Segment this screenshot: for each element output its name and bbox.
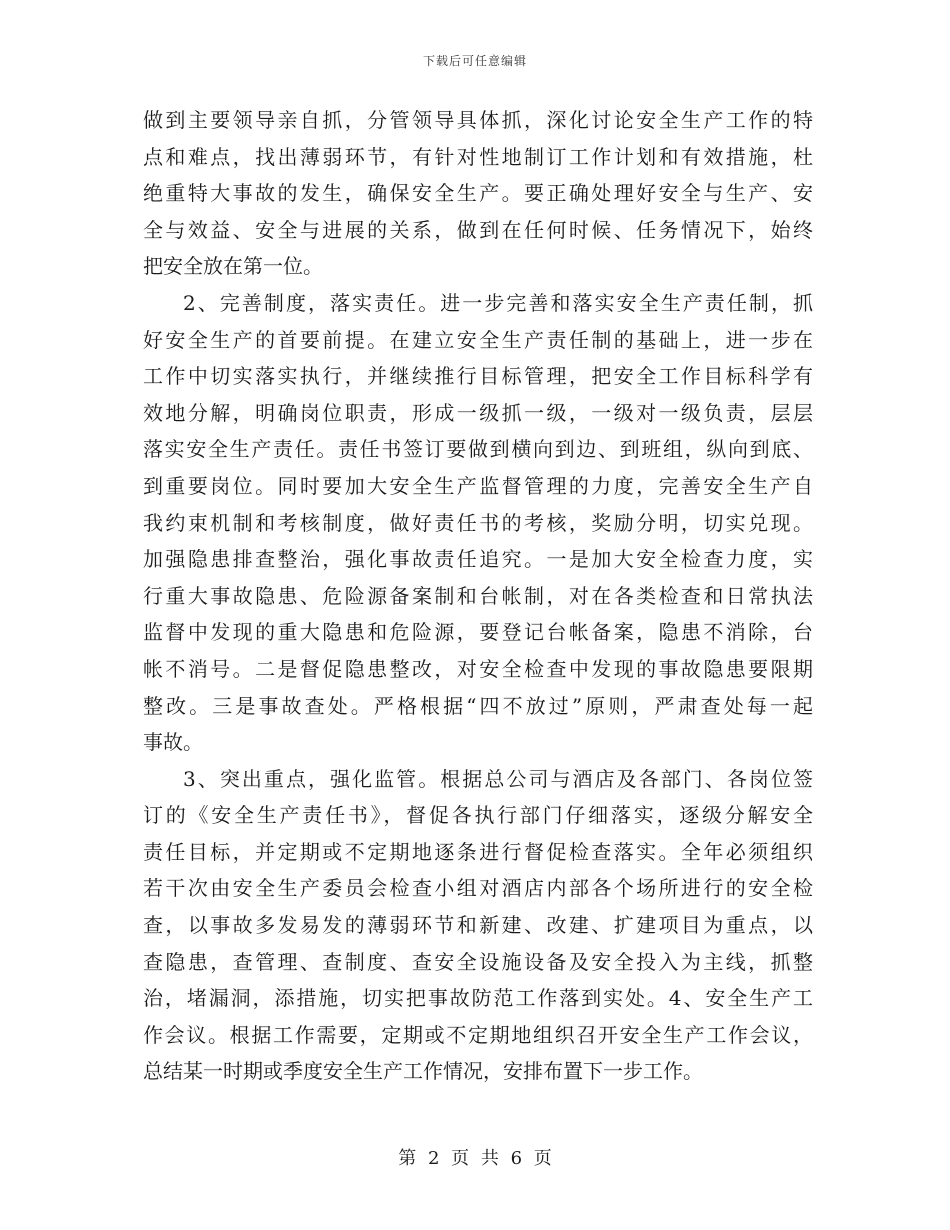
text-line: 监督中发现的重大隐患和危险源，要登记台帐备案，隐患不消除，台: [143, 620, 813, 645]
text-line: 绝重特大事故的发生，确保安全生产。要正确处理好安全与生产、安: [143, 181, 813, 206]
text-line: 我约束机制和考核制度，做好责任书的考核，奖励分明，切实兑现。: [143, 510, 813, 535]
page-footer: 第 2 页 共 6 页: [398, 1148, 552, 1169]
text-line: 把安全放在第一位。: [143, 254, 323, 279]
text-line: 订的《安全生产责任书》，督促各执行部门仔细落实，逐级分解安全: [143, 803, 813, 828]
text-line: 效地分解，明确岗位职责，形成一级抓一级，一级对一级负责，层层: [143, 400, 813, 425]
text-line: 责任目标，并定期或不定期地逐条进行督促检查落实。全年必须组织: [143, 839, 813, 864]
text-line: 加强隐患排查整治，强化事故责任追究。一是加大安全检查力度，实: [143, 547, 813, 572]
text-line: 做到主要领导亲自抓，分管领导具体抓，深化讨论安全生产工作的特: [143, 108, 813, 132]
text-line: 总结某一时期或季度安全生产工作情况，安排布置下一步工作。: [143, 1059, 703, 1084]
text-line: 行重大事故隐患、危险源备案制和台帐制，对在各类检查和日常执法: [143, 583, 813, 608]
text-line: 3、突出重点，强化监管。根据总公司与酒店及各部门、各岗位签: [183, 766, 813, 791]
text-line: 帐不消号。二是督促隐患整改，对安全检查中发现的事故隐患要限期: [143, 656, 813, 681]
text-line: 事故。: [143, 730, 203, 755]
text-line: 到重要岗位。同时要加大安全生产监督管理的力度，完善安全生产自: [143, 473, 813, 498]
text-line: 全与效益、安全与进展的关系，做到在任何时候、任务情况下，始终: [143, 217, 813, 242]
text-line: 工作中切实落实执行，并继续推行目标管理，把安全工作目标科学有: [143, 364, 813, 389]
header-note: 下载后可任意编辑: [422, 54, 527, 68]
text-line: 查，以事故多发易发的薄弱环节和新建、改建、扩建项目为重点，以: [143, 913, 813, 938]
text-line: 查隐患，查管理、查制度、查安全设施设备及安全投入为主线，抓整: [143, 949, 813, 974]
text-line: 落实安全生产责任。责任书签订要做到横向到边、到班组，纵向到底、: [143, 437, 813, 462]
text-line: 点和难点，找出薄弱环节，有针对性地制订工作计划和有效措施，杜: [143, 144, 813, 169]
text-line: 治，堵漏洞，添措施，切实把事故防范工作落到实处。4、安全生产工: [143, 986, 813, 1011]
text-line: 2、完善制度，落实责任。进一步完善和落实安全生产责任制，抓: [183, 290, 813, 315]
text-line: 若干次由安全生产委员会检查小组对酒店内部各个场所进行的安全检: [143, 876, 813, 901]
text-line: 好安全生产的首要前提。在建立安全生产责任制的基础上，进一步在: [143, 327, 813, 352]
text-line: 作会议。根据工作需要，定期或不定期地组织召开安全生产工作会议，: [143, 1022, 813, 1047]
text-line: 整改。三是事故查处。严格根据“四不放过”原则，严肃查处每一起: [143, 693, 813, 718]
body-text: [143, 102, 813, 1090]
